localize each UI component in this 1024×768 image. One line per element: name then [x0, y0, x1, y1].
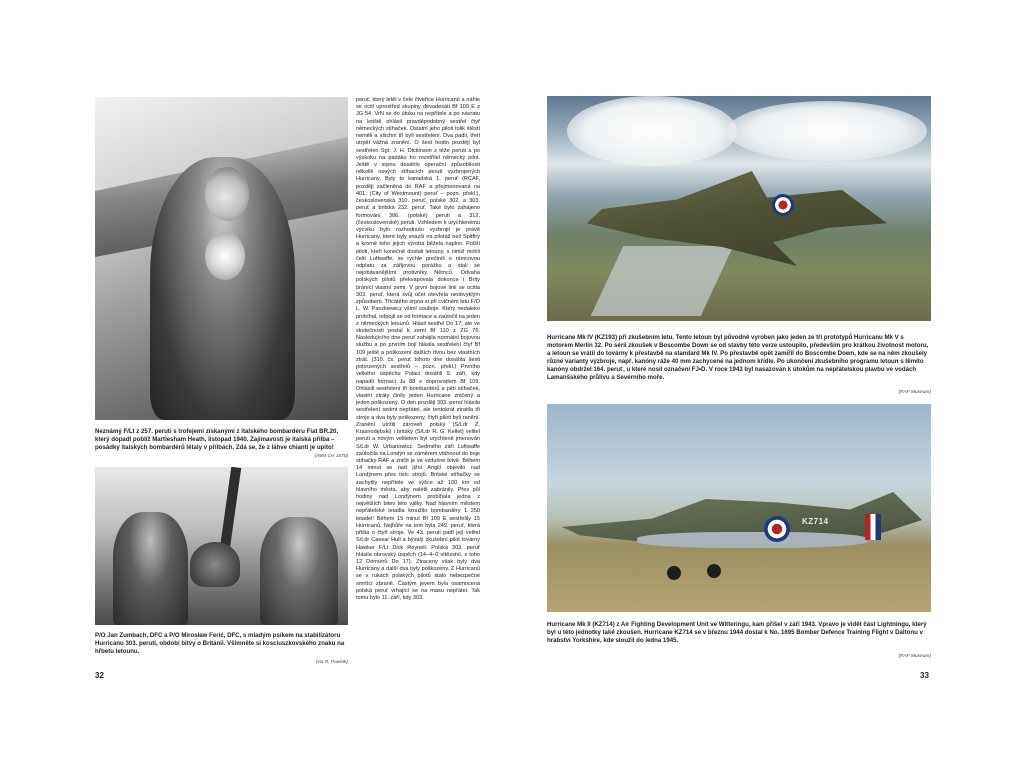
photo-hurricane-in-flight — [547, 96, 931, 321]
photo-dog-credit: (via R. Pawlak) — [315, 660, 348, 665]
photo-flight-credit: (RAF Museum) — [898, 390, 931, 395]
page-number-right: 33 — [920, 671, 929, 680]
photo-flight-caption: Hurricane Mk IV (KZ193) při zkušebním letu. Tento letoun byl původně vyroben jako jeden ze tří prototypů Hurricanu Mk V s motorem Merlin 32. Po sérii zkoušek v Boscombe Down se od stavby této verze ustoupilo, především pro krátkou životnost motoru, a letoun se vrátil do továrny k přestavbě na standard Mk IV. Po přestavbě opět zamířil do Boscombe Down, kde se na něm zkoušely různé varianty výzbroje, např. kanóny ráže 40 mm zachycené na jednom křídle. Po ukončení zkušebního programu letoun s těmito kanóny obdržel 164. peruť, u které nosil označení FJ•D. V roce 1943 byl nasazován k útokům na nepřátelskou plavbu ve vodách Lamanšského průlivu a Severního moře. — [547, 334, 929, 381]
photo-pilot-caption: Neznámý F/Lt z 257. peruti s trofejemi získanými z italského bombardéru Fiat BR.20, který dopadl poblíž Martlesham Heath, listopad 1940. Zajímavostí je italská přilba – posádky italských bombardérů létaly v přílbách. Zdá se, že z láhve chianti je upito! — [95, 428, 339, 451]
body-text-column — [356, 97, 480, 669]
photo-ground-credit: (RAF Museum) — [898, 654, 931, 659]
raf-roundel-icon — [772, 194, 794, 216]
photo-ground-caption: Hurricane Mk II (KZ714) z Air Fighting Development Unit ve Witteringu, kam přišel v září 1943. Vpravo je vidět část Lightningu, který byl u této jednotky také zkoušen. Hurricane KZ714 se v březnu 1944 dostal k No. 1695 Bomber Defence Training Flight v Daltonu v hrabství Yorkshire, kde sloužil do ledna 1945. — [547, 621, 927, 644]
photo-pilot-with-trophies — [95, 97, 348, 420]
body-paragraph: peruť, který letěl v čele čtveřice Hurricanů a náhle se ocitl uprostřed skupiny devadesáti Bf 109 E z JG 54. VrN se do útoku na nepřítele a po návratu na letiště ohlásil pravděpodobný sestřel čtyř německých stíhaček. Ostatní jeho piloti tolik štěstí neměli a všichni tři byli sestřeleni. Dva padli, třetí utrpěl vážná zranění. O šest hodin později byl sestřelen Sgt. J. H. Dickinson z téže peruti a po výskoku na padáku ho rozstřílel německý pilot. Ještě v srpnu dosáhlo operační způsobilosti několik nových stíhacích perutí vyzbrojených Hurricany. Byly to kanadská 1. peruť (RCAF, později začleněná do RAF a přejmenovaná na 401. (City of Westmount) peruť – pozn. překl.), československá 310. peruť, polské 302. a 303. peruť a britská 232. peruť. Také bylo zahájeno formování 306. (polské) peruti a 312. (československé) peruti. Vzhledem k urychlenému výcviku bylo rozhodnuto vyzbrojit je právě Hurricany, které byly snazší na pilotáž než Spitfiry a kromě toho jejich výroba běžela naplno. Polští piloti, kteří konečně dostali letouny, s nimiž mohli čelit Luftwaffe, se rychle prečinili o rámcovou odplatu za zářijovou porážku a stali se nejobávanějšími protivníky Němců. Odvaha polských pilotů překvapovala dokonce i Brity bránící vlastní zemi. V první bojové linii se ocitla 303. peruť, která svůj účet otevřela neobvyklým způsobem. Třicátého srpna si při cvičném letu F/O L. W. Paszkiewicz všiml souboje. Který nedaleko probíhal, odpojil se od formace a zaútočil na jeden z německých letounů. Hlásil sestřel Do 17, ale ve skutečnosti poslal k zemi Bf 110 z ZG 76. Následujícího dne peruť zahájila normální bojovou službu a po prvním boji hlásila sestřelení čtyř Bf 109 ještě a poškození dalších dvou bez vlastních ztrát. (310. čs. peruť tohoto dne dosáhla šesti potvrzených sestřelů – pozn. překl.) Prvního velkého úspěchu Poláci dosáhli 5. září, kdy napadli formaci Ju 88 s doprovodem Bf 109. Ohlásili sestřelení tří bombardérů a pěti stíhaček, vlastní ztráty činily jeden Hurricane zničený a jeden poškozený. O den později 303. peruť hlásila sestřelení sedmi nepřátel, ale tentokrát ztratila tři stroje a dva byly poškozeny, čtyři piloti byli ranění. Zranění utržili zároveň polský (S/Ldr Z. Krasnodębski) i britský (S/Ldr R. G. Kellet) velitel peruti a novým velitelem byl urychleně jmenován S/Ldr W. Urbanowicz. Sedmého září Luftwaffe zaútočila na Londýn se záměrem vtáhnout do boje stíhačky RAF a zničit je ve vzdušné bitvě. Během 14 minut se nad jižní Anglií objevilo nad Londýnem přes tisíc strojů. Britské stíhačky se zachytily nepřítele ve výšce až 100 km od hlavního města, aby nalétli zabránily. Přes půl hodiny nad Londýnem probíhala jedna z největších bitev této války. Nad hlavním městem nepřátelské letadla kroužilo bombardéry 1 250 letadel! Během 15 minut Bf 109 E sestřelily 15 Hurricanů. Nejhůře na tom byla 249. peruť, která přišla o čtyři stroje. Ve 43. peruti padl její velitel S/Ldr Caesar Hull a bývalý zkušební pilot továrny Hawker F/Lt Dick Reynell. Polská 303. peruť hlásila obrovský úspěch (14–4–0 vítězství, z toho 12 Dornierů Do 17). Ztraceny však byly dva Hurricany a další dva byly poškozeny. Z Hurricanů se v rukách polských pilotů stalo nebezpečné smrtící zbraně. Častým jevem byla osamocená polská peruť vrhající se na masu nepřátel. Tak tomu bylo 11. září, kdy 303. — [356, 97, 480, 602]
photo-hurricane-on-ground — [547, 404, 931, 612]
aircraft-registration: KZ714 — [802, 517, 829, 526]
raf-roundel-icon — [764, 516, 790, 542]
fin-flash-icon — [865, 514, 881, 540]
photo-pilot-credit: (IWM CH 1670) — [314, 454, 348, 459]
page-number-left: 32 — [95, 671, 104, 680]
photo-dog-caption: P/O Jan Zumbach, DFC a P/O Mirosław Ferić, DFC, s mladým psíkem na stabilizátoru Hurricanu 303. peruti, období bitvy o Británii. Všimněte si kosciuszkovského znaku na hřbetu letounu. — [95, 632, 345, 655]
photo-pilots-with-dog — [95, 467, 348, 625]
